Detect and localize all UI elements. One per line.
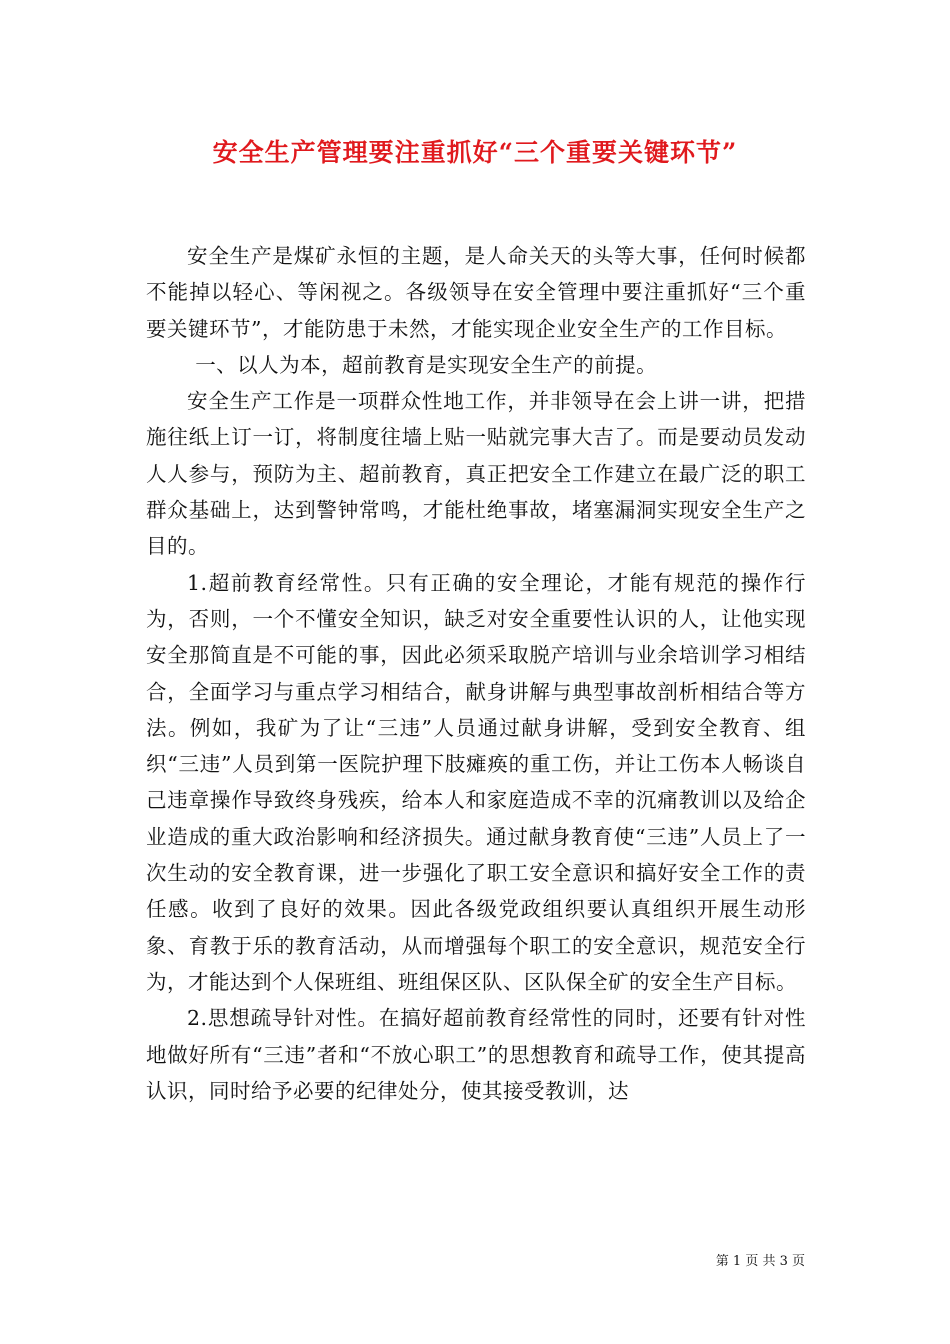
paragraph-item-2: 2.思想疏导针对性。在搞好超前教育经常性的同时，还要有针对性地做好所有“三违”者和“不放心职工”的思想教育和疏导工作，使其提高认识，同时给予必要的纪律处分，使其接受教训，达 (146, 1006, 806, 1103)
section-heading-1: 一、以人为本，超前教育是实现安全生产的前提。 (195, 352, 658, 377)
paragraph-item-1: 1.超前教育经常性。只有正确的安全理论，才能有规范的操作行为，否则，一个不懂安全知识，缺乏对安全重要性认识的人，让他实现安全那简直是不可能的事，因此必须采取脱产培训与业余培训学习相结合，全面学习与重点学习相结合，献身讲解与典型事故剖析相结合等方法。例如，我矿为了让“三违”人员通过献身讲解，受到安全教育、组织“三违”人员到第一医院护理下肢瘫痪的重工伤，并让工伤本人畅谈自己违章操作导致终身残疾，给本人和家庭造成不幸的沉痛教训以及给企业造成的重大政治影响和经济损失。通过献身教育使“三违”人员上了一次生动的安全教育课，进一步强化了职工安全意识和搞好安全工作的责任感。收到了良好的效果。因此各级党政组织要认真组织开展生动形象、育教于乐的教育活动，从而增强每个职工的安全意识，规范安全行为，才能达到个人保班组、班组保区队、区队保全矿的安全生产目标。 (146, 570, 806, 994)
document-body (146, 238, 806, 1109)
paragraph-section-1: 安全生产工作是一项群众性地工作，并非领导在会上讲一讲，把措施往纸上订一订，将制度往墙上贴一贴就完事大吉了。而是要动员发动人人参与，预防为主、超前教育，真正把安全工作建立在最广泛的职工群众基础上，达到警钟常鸣，才能杜绝事故，堵塞漏洞实现安全生产之目的。 (146, 389, 806, 559)
paragraph-intro: 安全生产是煤矿永恒的主题，是人命关天的头等大事，任何时候都不能掉以轻心、等闲视之。各级领导在安全管理中要注重抓好“三个重要关键环节”，才能防患于未然，才能实现企业安全生产的工作目标。 (146, 244, 806, 341)
page-number: 第 1 页 共 3 页 (715, 1254, 805, 1269)
document-title: 安全生产管理要注重抓好“三个重要关键环节” (212, 138, 738, 167)
